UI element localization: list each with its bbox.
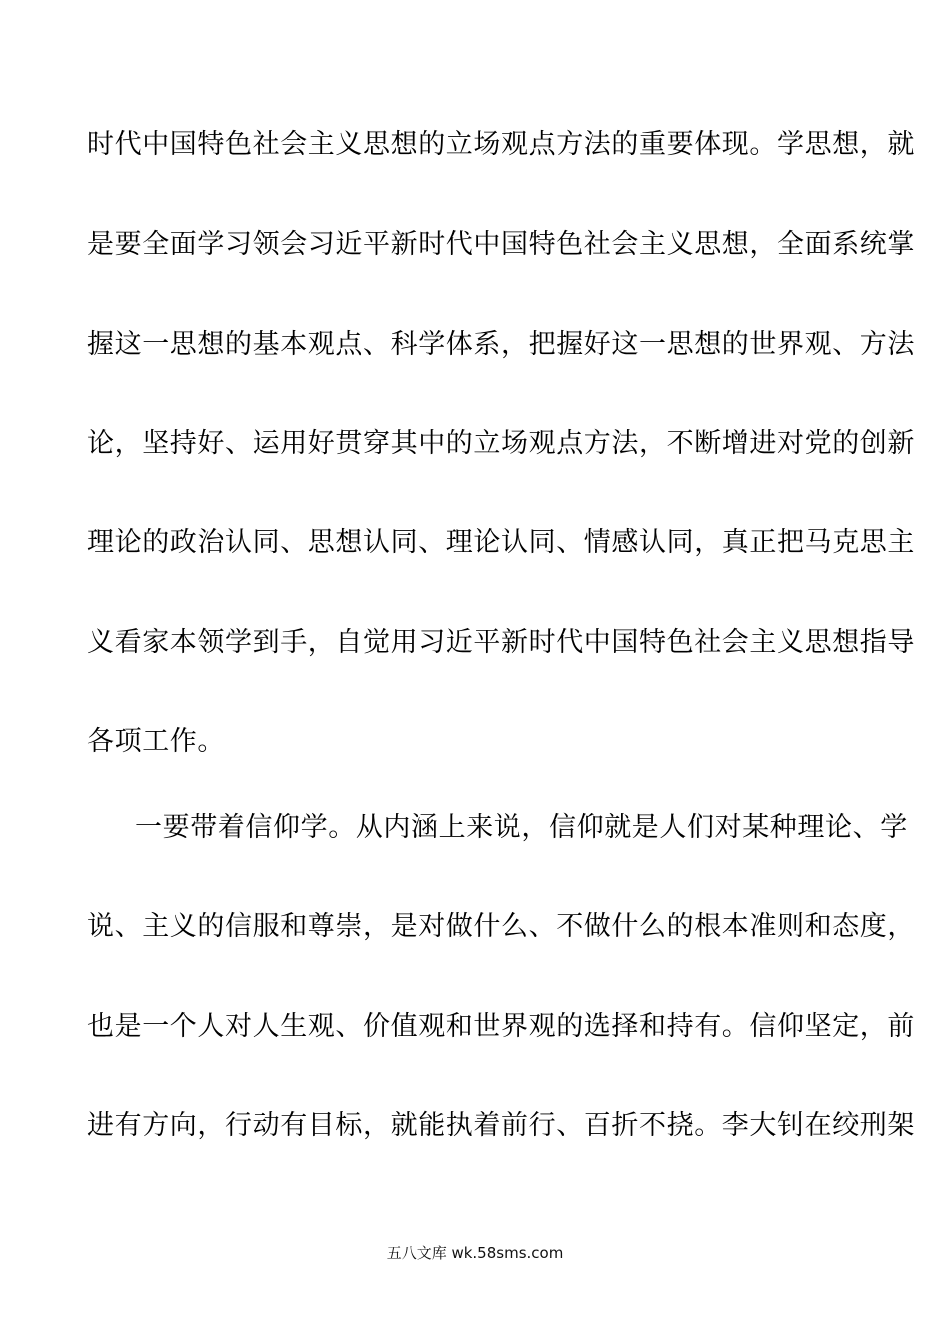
paragraph-line: 理论的政治认同、思想认同、理论认同、情感认同，真正把马克思主 xyxy=(87,527,915,558)
paragraph-line: 各项工作。 xyxy=(87,726,225,757)
paragraph-line: 论，坚持好、运用好贯穿其中的立场观点方法，不断增进对党的创新 xyxy=(87,428,915,459)
paragraph-line: 时代中国特色社会主义思想的立场观点方法的重要体现。学思想，就 xyxy=(87,129,915,160)
paragraph-line: 也是一个人对人生观、价值观和世界观的选择和持有。信仰坚定，前 xyxy=(87,1011,915,1042)
paragraph-first-line: 一要带着信仰学。从内涵上来说，信仰就是人们对某种理论、学 xyxy=(135,812,908,843)
paragraph-line: 说、主义的信服和尊崇，是对做什么、不做什么的根本准则和态度， xyxy=(87,911,915,942)
paragraph-line: 义看家本领学到手，自觉用习近平新时代中国特色社会主义思想指导 xyxy=(87,627,915,658)
paragraph-line: 是要全面学习领会习近平新时代中国特色社会主义思想，全面系统掌 xyxy=(87,229,915,260)
paragraph-line: 进有方向，行动有目标，就能执着前行、百折不挠。李大钊在绞刑架 xyxy=(87,1110,915,1141)
paragraph-line: 握这一思想的基本观点、科学体系，把握好这一思想的世界观、方法 xyxy=(87,329,915,360)
page-footer: 五八文库 wk.58sms.com xyxy=(386,1244,564,1262)
